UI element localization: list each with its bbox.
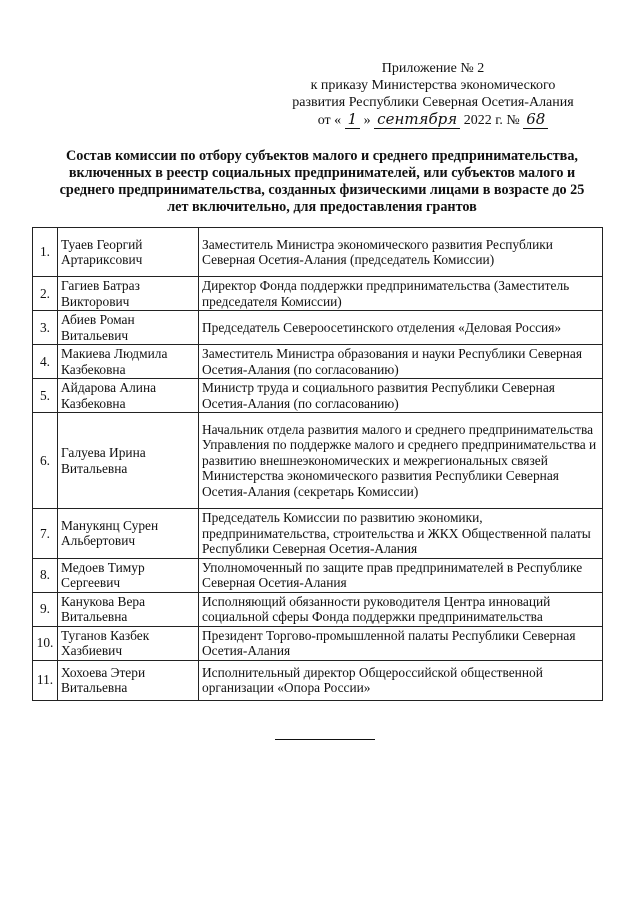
table-row — [33, 413, 603, 509]
table-row — [33, 660, 603, 700]
date-mid: » — [363, 113, 371, 128]
appendix-header — [268, 60, 598, 129]
table-row — [33, 558, 603, 592]
appendix-number: Приложение № 2 — [381, 61, 485, 76]
member-name: Галуева Ирина Витальевна — [58, 413, 199, 509]
member-name: Канукова Вера Витальевна — [58, 592, 199, 626]
member-number: 8. — [33, 558, 58, 592]
date-year: 2022 г. № — [463, 113, 520, 128]
table-row — [33, 592, 603, 626]
member-name: Манукянц Сурен Альбертович — [58, 509, 199, 559]
member-position: Директор Фонда поддержки предпринимательства (Заместитель председателя Комиссии) — [199, 277, 603, 311]
member-position: Исполняющий обязанности руководителя Центра инноваций социальной сферы Фонда поддержки предпринимательства — [199, 592, 603, 626]
member-number: 9. — [33, 592, 58, 626]
member-name: Гагиев Батраз Викторович — [58, 277, 199, 311]
appendix-ministry: развития Республики Северная Осетия-Алания — [292, 95, 574, 110]
member-position: Президент Торгово-промышленной палаты Республики Северная Осетия-Алания — [199, 626, 603, 660]
member-position: Уполномоченный по защите прав предпринимателей в Республике Северная Осетия-Алания — [199, 558, 603, 592]
handwritten-order-number: 68 — [523, 110, 548, 129]
member-name: Медоев Тимур Сергеевич — [58, 558, 199, 592]
member-name: Туганов Казбек Хазбиевич — [58, 626, 199, 660]
member-number: 7. — [33, 509, 58, 559]
member-position: Исполнительный директор Общероссийской общественной организации «Опора России» — [199, 660, 603, 700]
member-name: Абиев Роман Витальевич — [58, 311, 199, 345]
member-position: Председатель Североосетинского отделения «Деловая Россия» — [199, 311, 603, 345]
table-row — [33, 379, 603, 413]
table-row — [33, 626, 603, 660]
member-number: 6. — [33, 413, 58, 509]
date-prefix: от « — [317, 113, 342, 128]
member-name: Туаев Георгий Артарикcович — [58, 228, 199, 277]
table-row — [33, 228, 603, 277]
member-number: 1. — [33, 228, 58, 277]
handwritten-month: сентября — [374, 110, 460, 129]
document-title: Состав комиссии по отбору субъектов малого и среднего предпринимательства, включенных в реестр социальных предпринимателей, или субъектов малого и среднего предпринимательства, созданных физическими лицами в возрасте до 25 лет включительно, для предоставления грантов — [59, 148, 585, 215]
handwritten-day: 1 — [345, 110, 361, 129]
table-row — [33, 345, 603, 379]
closing-separator-line — [275, 739, 375, 740]
commission-table — [32, 227, 603, 701]
member-number: 10. — [33, 626, 58, 660]
member-number: 11. — [33, 660, 58, 700]
member-position: Заместитель Министра образования и науки Республики Северная Осетия-Алания (по согласованию) — [199, 345, 603, 379]
member-number: 4. — [33, 345, 58, 379]
table-row — [33, 311, 603, 345]
table-row — [33, 277, 603, 311]
member-number: 5. — [33, 379, 58, 413]
member-number: 3. — [33, 311, 58, 345]
member-name: Айдарова Алина Казбековна — [58, 379, 199, 413]
member-position: Заместитель Министра экономического развития Республики Северная Осетия-Алания (председатель Комиссии) — [199, 228, 603, 277]
table-row — [33, 509, 603, 559]
member-number: 2. — [33, 277, 58, 311]
member-position: Начальник отдела развития малого и среднего предпринимательства Управления по поддержке малого и среднего предпринимательства и развитию внешнеэкономических и межрегиональных связей Министерства экономического развития Республики Северная Осетия-Алания (секретарь Комиссии) — [199, 413, 603, 509]
member-position: Министр труда и социального развития Республики Северная Осетия-Алания (по согласованию) — [199, 379, 603, 413]
member-position: Председатель Комиссии по развитию экономики, предпринимательства, строительства и ЖКХ Общественной палаты Республики Северная Осетия-Алания — [199, 509, 603, 559]
member-name: Хохоева Этери Витальевна — [58, 660, 199, 700]
member-name: Макиева Людмила Казбековна — [58, 345, 199, 379]
appendix-date-line — [268, 111, 598, 129]
appendix-order-ref: к приказу Министерства экономического — [310, 78, 556, 93]
